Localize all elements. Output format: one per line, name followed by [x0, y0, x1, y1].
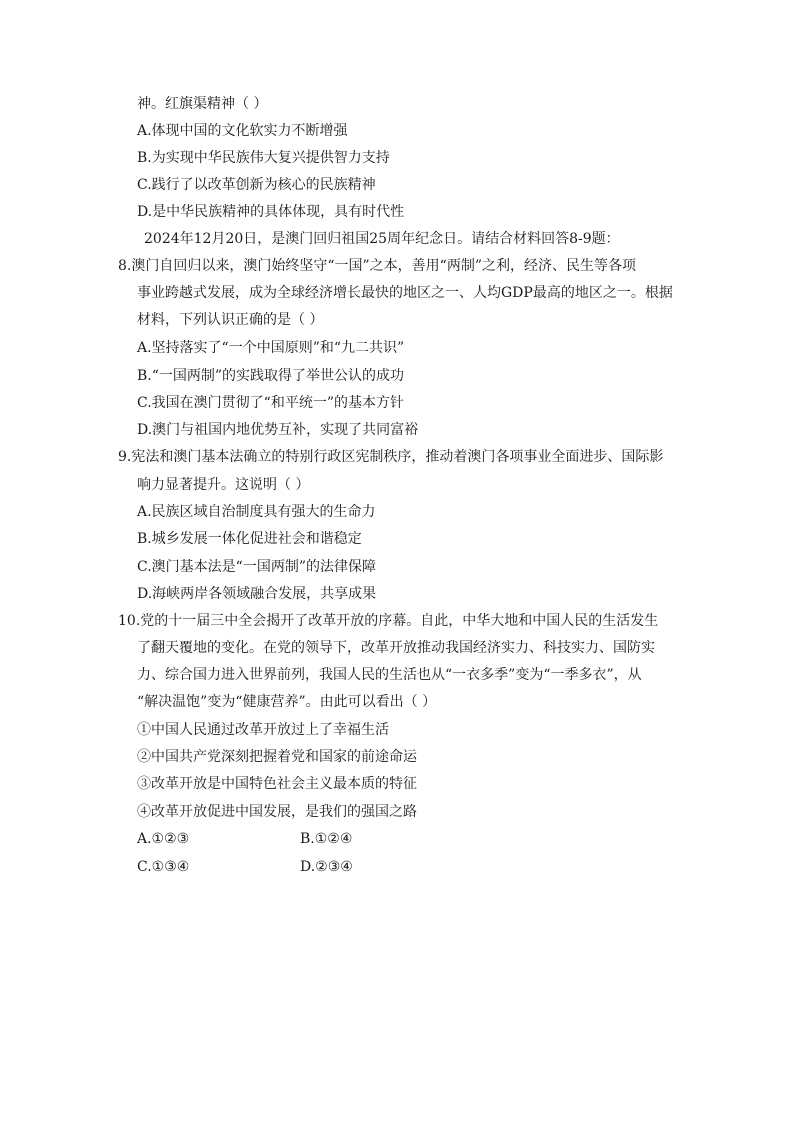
material-intro: 2024年12月20日，是澳门回归祖国25周年纪念日。请结合材料回答8-9题：	[144, 231, 620, 247]
q10-option-a: A.①②③	[137, 831, 190, 847]
q10-statement-4: ④改革开放促进中国发展，是我们的强国之路	[137, 804, 417, 820]
q7-option-c: C.践行了以改革创新为核心的民族精神	[137, 177, 376, 193]
q10-stem-line-4: “解决温饱”变为“健康营养”。由此可以看出（ ）	[137, 694, 437, 710]
q7-option-a: A.体现中国的文化软实力不断增强	[137, 123, 348, 139]
q10-statement-1: ①中国人民通过改革开放过上了幸福生活	[137, 722, 389, 738]
q8-stem-line-1: 8.澳门自回归以来，澳门始终坚守“一国”之本，善用“两制”之利，经济、民生等各项	[118, 258, 636, 274]
q10-stem-line-3: 力、综合国力进入世界前列，我国人民的生活也从“一衣多季”变为“一季多衣”，从	[137, 667, 642, 683]
q9-option-b: B.城乡发展一体化促进社会和谐稳定	[137, 531, 362, 547]
q9-stem-line-2: 响力显著提升。这说明（ ）	[137, 477, 310, 493]
q9-option-a: A.民族区域自治制度具有强大的生命力	[137, 504, 376, 520]
q10-option-c: C.①③④	[137, 859, 190, 875]
q10-statement-3: ③改革开放是中国特色社会主义最本质的特征	[137, 776, 417, 792]
q8-option-a: A.坚持落实了“一个中国原则”和“九二共识”	[137, 340, 405, 356]
q8-stem-line-2: 事业跨越式发展，成为全球经济增长最快的地区之一、人均GDP最高的地区之一。根据	[137, 285, 673, 301]
q9-stem-line-1: 9.宪法和澳门基本法确立的特别行政区宪制秩序，推动着澳门各项事业全面进步、国际影	[118, 449, 664, 465]
q10-option-b: B.①②④	[300, 831, 353, 847]
q8-option-d: D.澳门与祖国内地优势互补，实现了共同富裕	[137, 422, 419, 438]
q8-option-b: B.“一国两制”的实践取得了举世公认的成功	[137, 368, 405, 384]
q8-option-c: C.我国在澳门贯彻了“和平统一”的基本方针	[137, 395, 404, 411]
q9-option-c: C.澳门基本法是“一国两制”的法律保障	[137, 559, 376, 575]
q7-option-b: B.为实现中华民族伟大复兴提供智力支持	[137, 150, 390, 166]
q8-stem-line-3: 材料，下列认识正确的是（ ）	[137, 312, 324, 328]
q10-statement-2: ②中国共产党深刻把握着党和国家的前途命运	[137, 749, 417, 765]
q7-stem-tail: 神。红旗渠精神（ ）	[137, 96, 268, 112]
q10-stem-line-2: 了翻天覆地的变化。在党的领导下，改革开放推动我国经济实力、科技实力、国防实	[137, 640, 655, 656]
q10-stem-line-1: 10.党的十一届三中全会揭开了改革开放的序幕。自此，中华大地和中国人民的生活发生	[118, 613, 659, 629]
q7-option-d: D.是中华民族精神的具体体现，具有时代性	[137, 204, 405, 220]
q9-option-d: D.海峡两岸各领域融合发展，共享成果	[137, 586, 377, 602]
q10-option-d: D.②③④	[300, 859, 353, 875]
